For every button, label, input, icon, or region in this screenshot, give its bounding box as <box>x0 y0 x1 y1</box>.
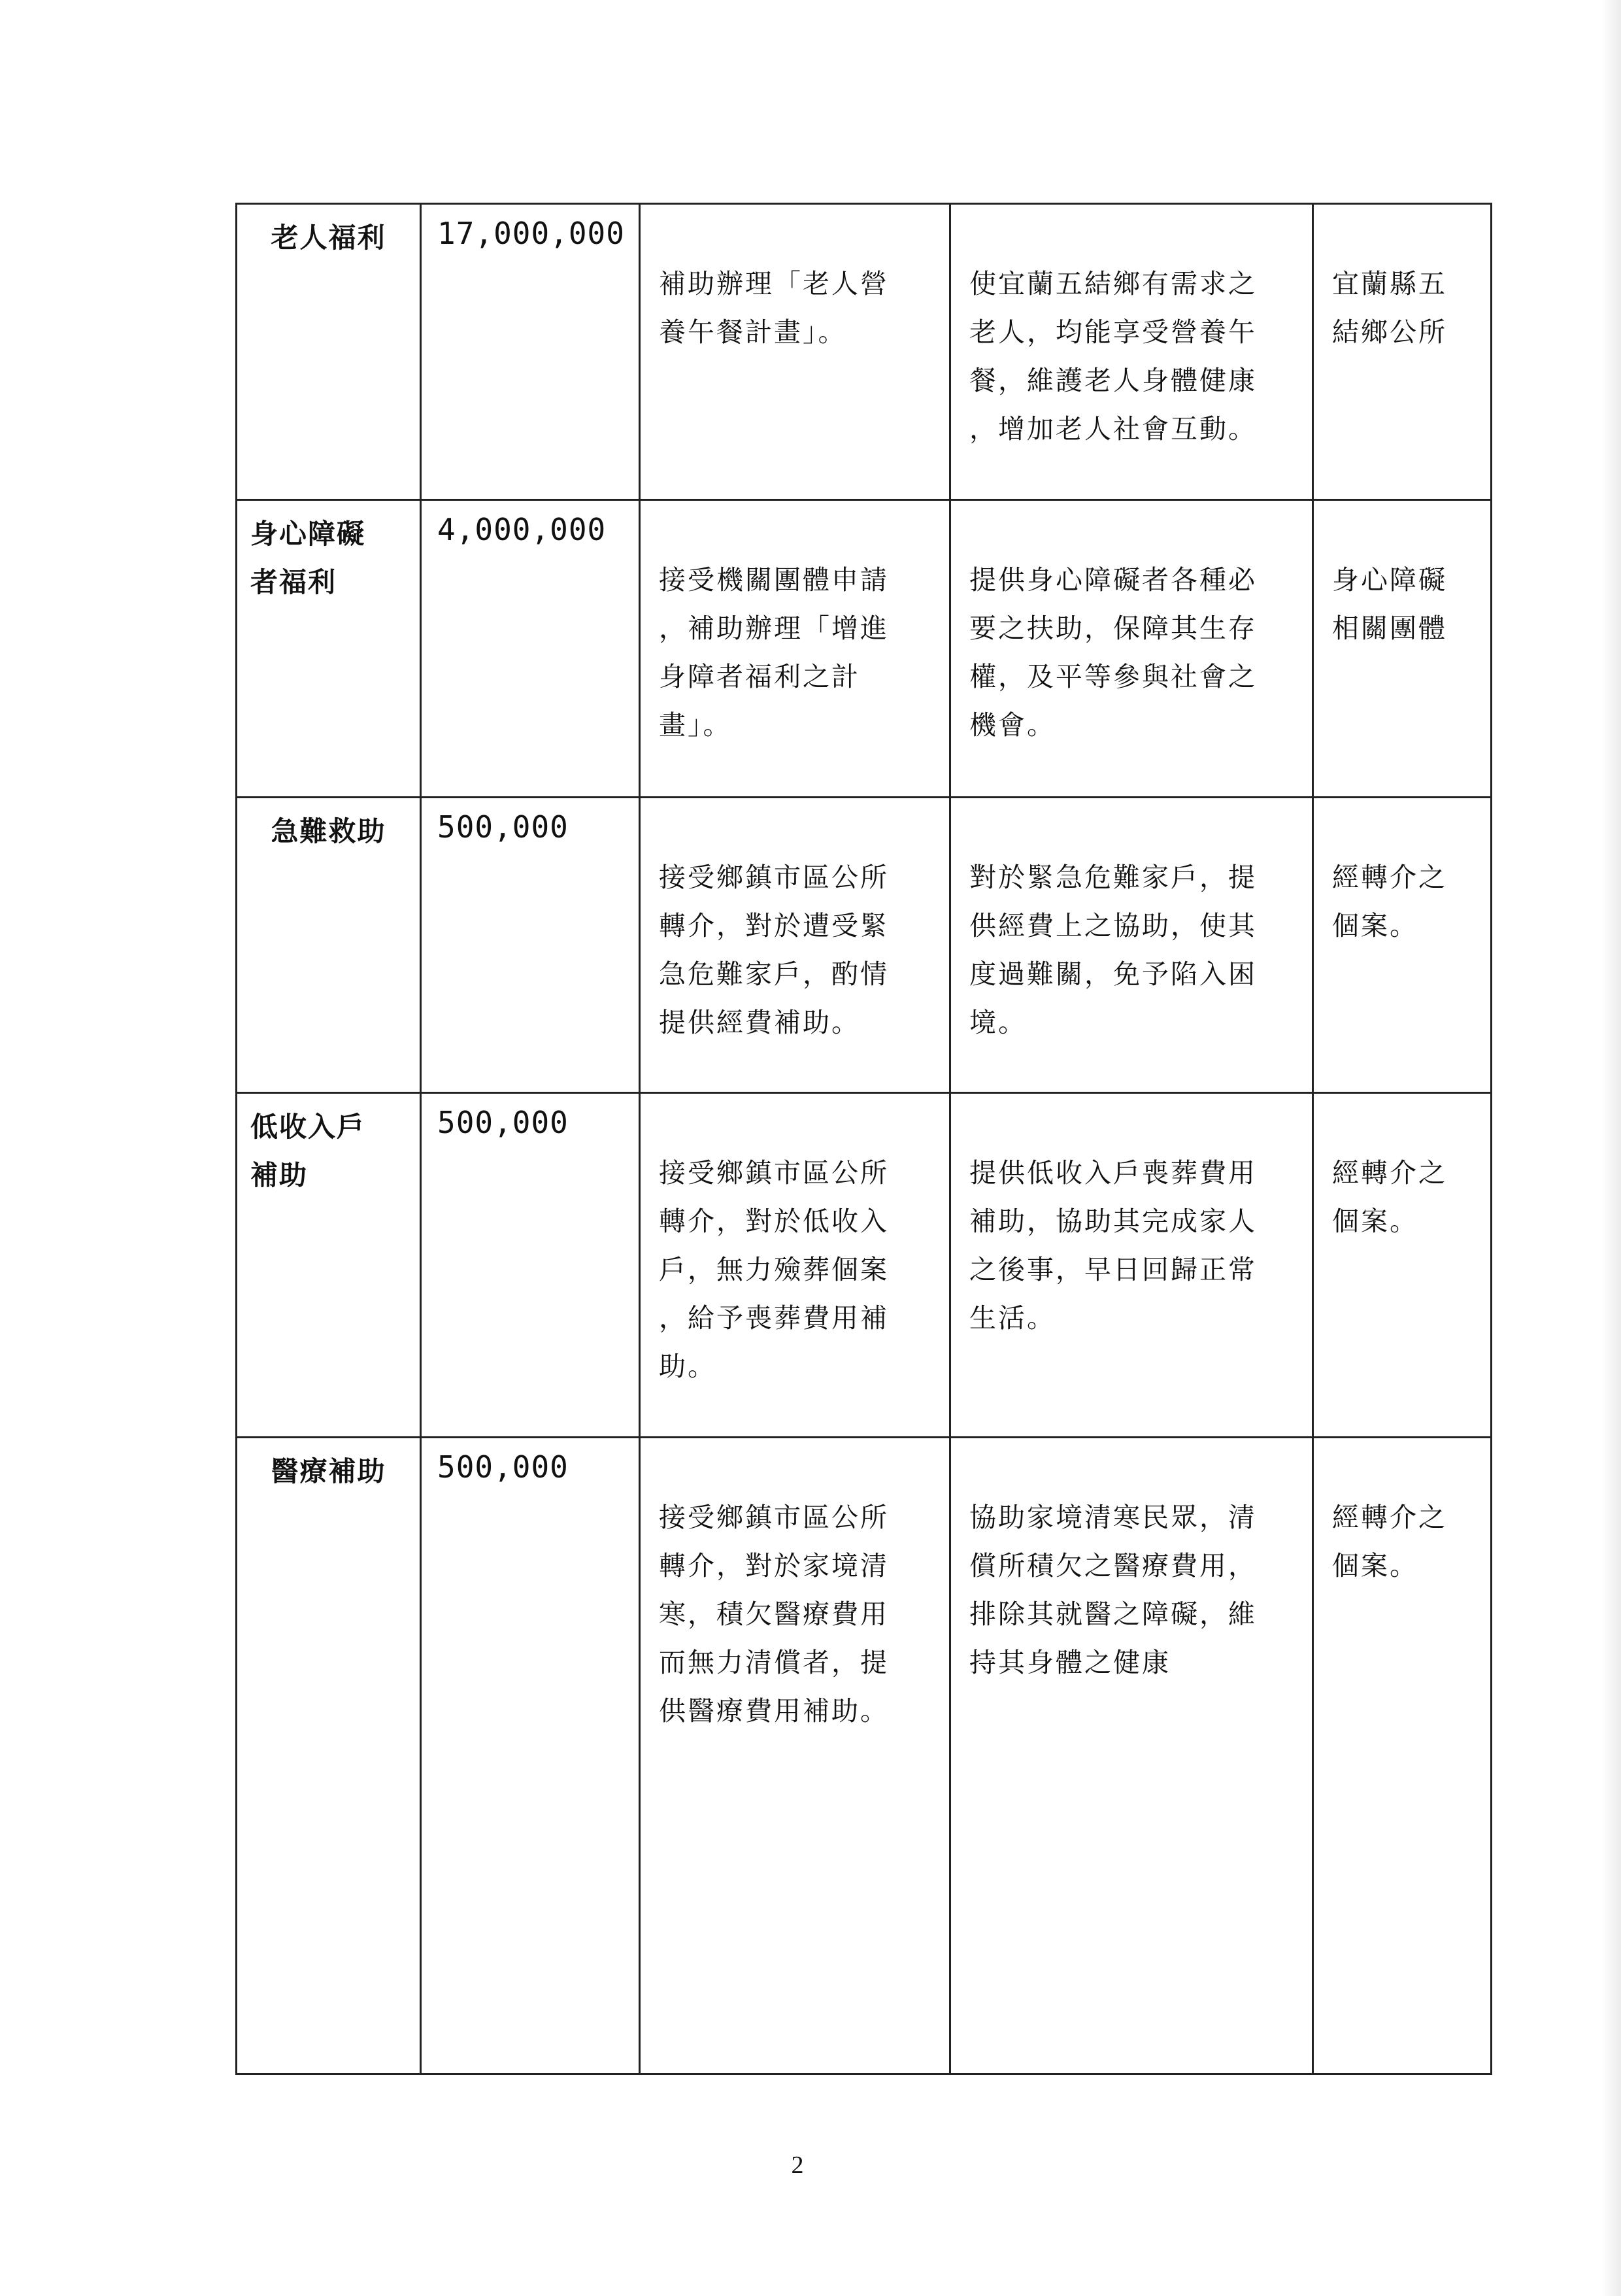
content-line: 身障者福利之計 <box>659 661 860 692</box>
table-row <box>237 1093 1492 1438</box>
purpose-line: 之後事，早日回歸正常 <box>969 1254 1257 1285</box>
category-label: 醫療補助 <box>271 1455 386 1487</box>
purpose-line: 老人，均能享受營養午 <box>969 316 1257 348</box>
category-cell <box>237 1438 421 2074</box>
budget-table <box>235 203 1492 2075</box>
category-cell <box>237 798 421 1093</box>
target-cell <box>1313 1093 1492 1438</box>
amount-value: 500,000 <box>437 809 569 845</box>
category-cell <box>237 500 421 798</box>
content-line: 轉介，對於家境清 <box>659 1550 889 1581</box>
purpose-line: 提供低收入戶喪葬費用 <box>969 1157 1257 1189</box>
content-cell <box>640 798 950 1093</box>
amount-cell <box>421 1093 640 1438</box>
target-line: 身心障礙 <box>1332 564 1447 596</box>
content-line: 助。 <box>659 1351 716 1382</box>
purpose-line: 權，及平等參與社會之 <box>969 661 1257 692</box>
purpose-cell <box>950 1093 1313 1438</box>
content-line: 接受鄉鎮市區公所 <box>659 862 889 893</box>
amount-cell <box>421 500 640 798</box>
purpose-cell <box>950 204 1313 500</box>
content-line: ，補助辦理「增進 <box>659 613 889 644</box>
content-line: 接受鄉鎮市區公所 <box>659 1502 889 1533</box>
purpose-line: 使宜蘭五結鄉有需求之 <box>969 268 1257 299</box>
content-line: 戶，無力殮葬個案 <box>659 1254 889 1285</box>
category-line: 身心障礙 <box>250 518 366 550</box>
content-line: 而無力清償者，提 <box>659 1647 889 1678</box>
target-line: 經轉介之 <box>1332 1502 1447 1533</box>
purpose-line: 排除其就醫之障礙，維 <box>969 1598 1257 1630</box>
amount-cell <box>421 204 640 500</box>
target-line: 個案。 <box>1332 1550 1418 1581</box>
category-line: 補助 <box>250 1159 309 1191</box>
target-cell <box>1313 204 1492 500</box>
purpose-line: 度過難關，免予陷入困 <box>969 958 1257 990</box>
purpose-line: 供經費上之協助，使其 <box>969 910 1257 941</box>
target-line: 宜蘭縣五 <box>1332 268 1447 299</box>
purpose-line: 補助，協助其完成家人 <box>969 1206 1257 1237</box>
amount-value: 4,000,000 <box>437 512 607 547</box>
content-cell <box>640 1438 950 2074</box>
purpose-cell <box>950 798 1313 1093</box>
category-label <box>237 501 420 607</box>
purpose-line: 提供身心障礙者各種必 <box>969 564 1257 596</box>
amount-cell <box>421 1438 640 2074</box>
content-line: 接受機關團體申請 <box>659 564 889 596</box>
table-row <box>237 204 1492 500</box>
purpose-line: 償所積欠之醫療費用， <box>969 1550 1257 1581</box>
table-row <box>237 500 1492 798</box>
content-cell <box>640 1093 950 1438</box>
content-line: ，給予喪葬費用補 <box>659 1302 889 1334</box>
content-line: 轉介，對於低收入 <box>659 1206 889 1237</box>
amount-cell <box>421 798 640 1093</box>
purpose-line: 境。 <box>969 1007 1027 1038</box>
purpose-line: 持其身體之健康 <box>969 1647 1171 1678</box>
target-cell <box>1313 1438 1492 2074</box>
target-line: 個案。 <box>1332 1206 1418 1237</box>
content-line: 提供經費補助。 <box>659 1007 860 1038</box>
target-line: 經轉介之 <box>1332 1157 1447 1189</box>
table-row <box>237 1438 1492 2074</box>
category-line: 低收入戶 <box>250 1111 366 1143</box>
table-row <box>237 798 1492 1093</box>
category-cell <box>237 1093 421 1438</box>
target-line: 個案。 <box>1332 910 1418 941</box>
content-line: 供醫療費用補助。 <box>659 1695 889 1727</box>
content-line: 急危難家戶，酌情 <box>659 958 889 990</box>
category-cell <box>237 204 421 500</box>
content-line: 養午餐計畫」。 <box>659 316 847 348</box>
page-number: 2 <box>791 2152 804 2179</box>
category-label: 老人福利 <box>271 222 386 254</box>
content-line: 補助辦理「老人營 <box>659 268 889 299</box>
content-line: 接受鄉鎮市區公所 <box>659 1157 889 1189</box>
category-line: 者福利 <box>250 566 337 598</box>
purpose-cell <box>950 500 1313 798</box>
category-label <box>237 1094 420 1200</box>
purpose-line: 對於緊急危難家戶，提 <box>969 862 1257 893</box>
purpose-cell <box>950 1438 1313 2074</box>
content-cell <box>640 500 950 798</box>
amount-value: 17,000,000 <box>437 216 625 251</box>
amount-value: 500,000 <box>437 1449 569 1485</box>
content-cell <box>640 204 950 500</box>
target-cell <box>1313 798 1492 1093</box>
target-line: 相關團體 <box>1332 613 1447 644</box>
purpose-line: 協助家境清寒民眾，清 <box>969 1502 1257 1533</box>
purpose-line: 機會。 <box>969 709 1056 741</box>
target-line: 結鄉公所 <box>1332 316 1447 348</box>
purpose-line: 生活。 <box>969 1302 1056 1334</box>
purpose-line: ，增加老人社會互動。 <box>969 413 1257 445</box>
content-line: 畫」。 <box>659 709 732 741</box>
target-line: 經轉介之 <box>1332 862 1447 893</box>
category-label: 急難救助 <box>271 815 386 847</box>
scan-edge-shadow <box>1601 0 1621 2296</box>
amount-value: 500,000 <box>437 1105 569 1140</box>
content-line: 寒，積欠醫療費用 <box>659 1598 889 1630</box>
target-cell <box>1313 500 1492 798</box>
purpose-line: 餐，維護老人身體健康 <box>969 365 1257 396</box>
purpose-line: 要之扶助，保障其生存 <box>969 613 1257 644</box>
content-line: 轉介，對於遭受緊 <box>659 910 889 941</box>
